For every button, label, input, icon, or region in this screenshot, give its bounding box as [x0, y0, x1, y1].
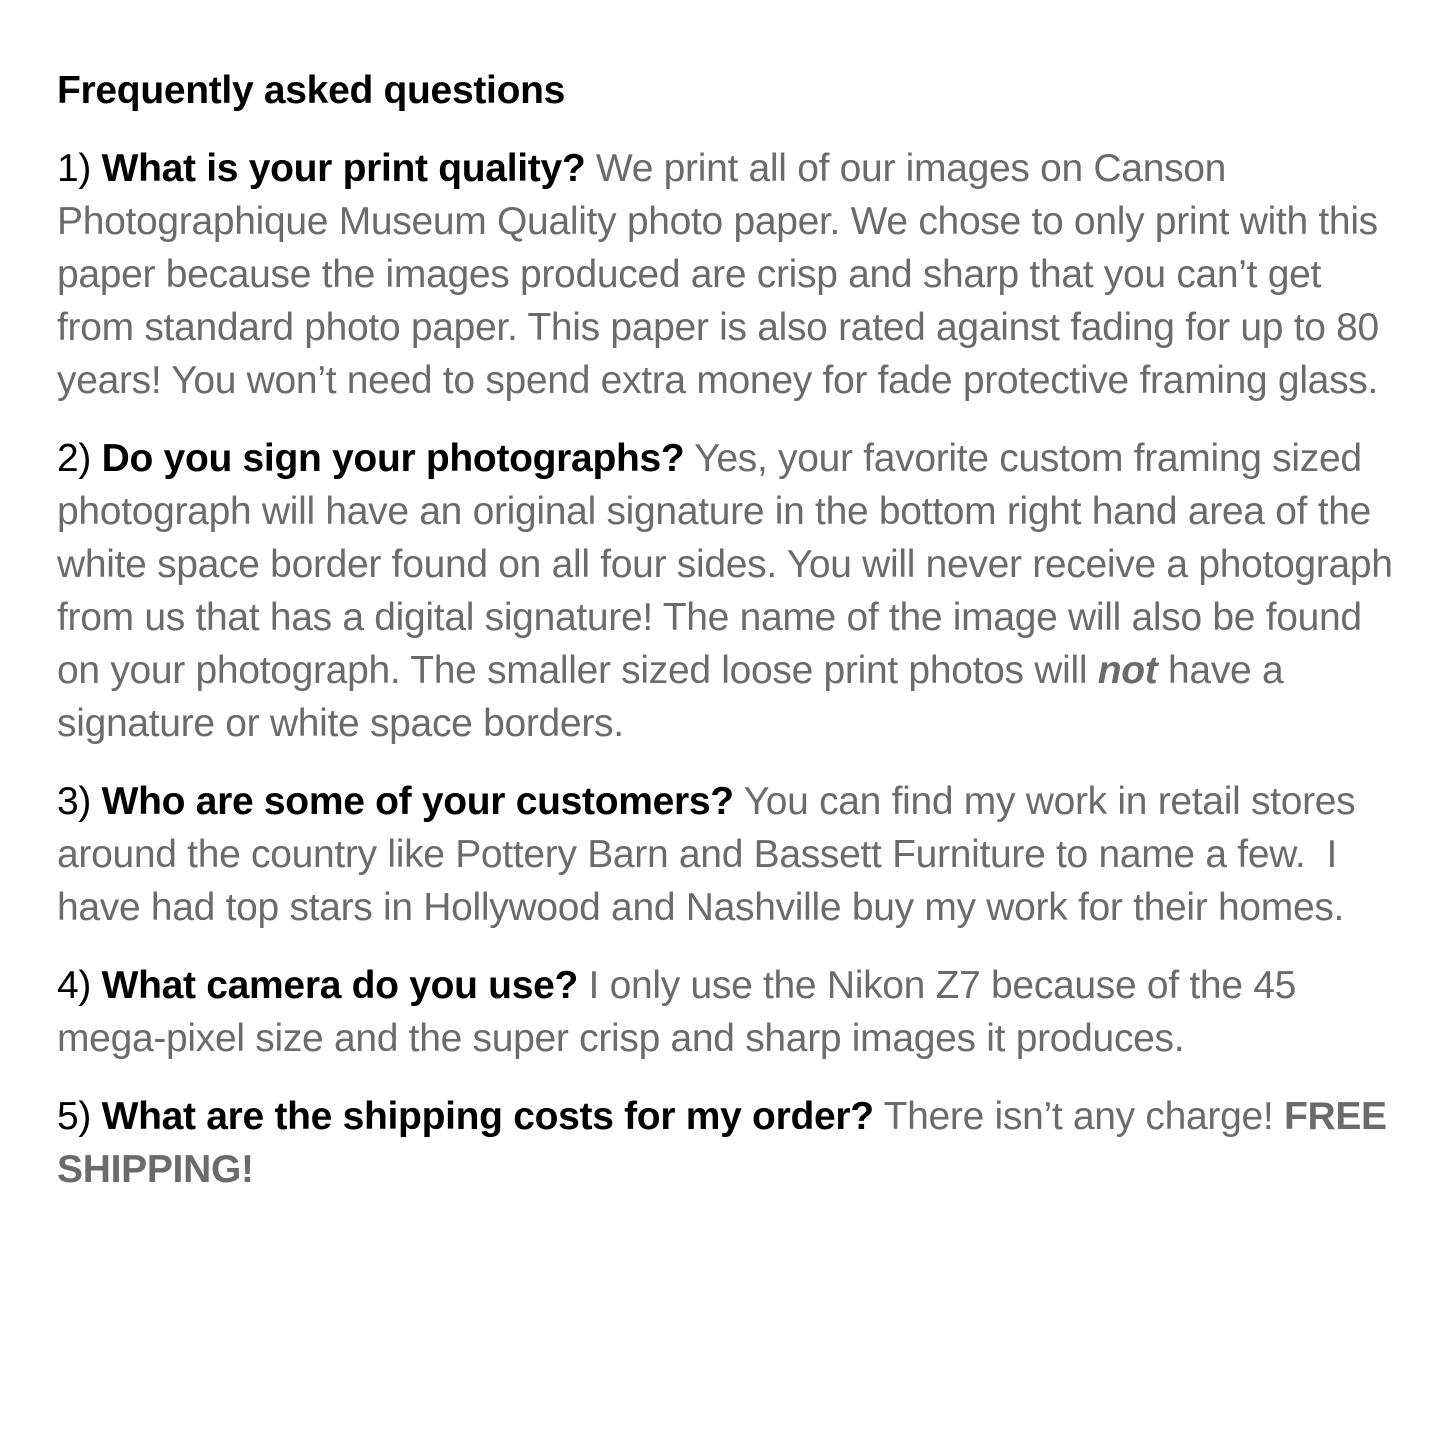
answer-run: not [1097, 649, 1158, 692]
answer-run: Yes, your favorite custom framing sized photograph will have an original signature in the bottom right hand area of the white space border found on all four sides. You will never receive a photograph from us that has a digital signature! The name of the image will also be found on your photograph. The smaller sized loose print photos will [57, 437, 1404, 692]
answer-run: FREE SHIPPING! [57, 1095, 1398, 1191]
faq-list [57, 142, 1404, 1196]
question-number: 3) [57, 780, 102, 823]
faq-item [57, 775, 1393, 934]
page-title: Frequently asked questions [57, 69, 565, 112]
answer-run: You can find my work in retail stores around the country like Pottery Barn and Bassett Furniture to name a few. I have had top stars in Hollywood and Nashville buy my work for their homes. [57, 780, 1366, 929]
answer-run: I only use the Nikon Z7 because of the 45 mega-pixel size and the super crisp and sharp images it produces. [57, 964, 1307, 1060]
faq-item [57, 142, 1393, 407]
answer-run: We print all of our images on Canson Photographique Museum Quality photo paper. We chose to only print with this paper because the images produced are crisp and sharp that you can’t get from standard photo paper. This paper is also rated against fading for up to 80 years! You won’t need to spend extra money for fade protective framing glass. [57, 147, 1390, 402]
question-text: What camera do you use? [101, 964, 578, 1007]
question-text: Who are some of your customers? [101, 780, 734, 823]
faq-item [57, 1090, 1398, 1196]
faq-item [57, 959, 1393, 1065]
question-number: 5) [57, 1095, 102, 1138]
answer-run: There isn’t any charge! [873, 1095, 1284, 1138]
question-number: 4) [57, 964, 102, 1007]
answer-run: have a signature or white space borders. [57, 649, 1294, 745]
question-number: 1) [57, 147, 102, 190]
question-text: What is your print quality? [101, 147, 586, 190]
question-text: Do you sign your photographs? [101, 437, 685, 480]
question-text: What are the shipping costs for my order? [101, 1095, 874, 1138]
faq-item [57, 432, 1404, 750]
question-number: 2) [57, 437, 102, 480]
